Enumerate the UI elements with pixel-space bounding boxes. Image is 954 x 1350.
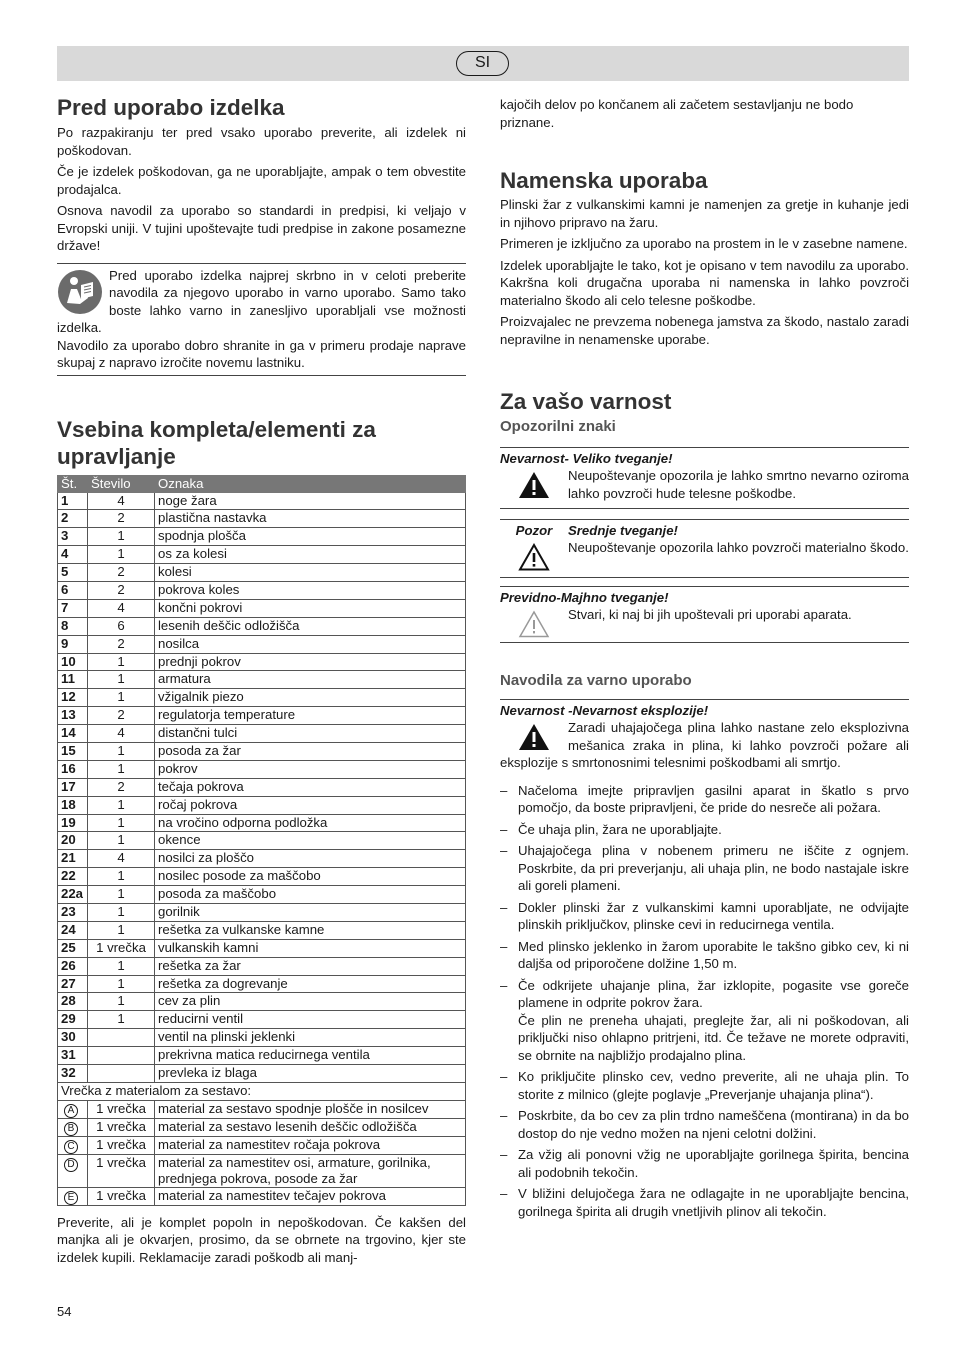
row-number: 6 bbox=[58, 581, 88, 599]
table-row bbox=[58, 1029, 466, 1047]
row-name: lesenih deščic odložišča bbox=[155, 617, 466, 635]
row-number: 20 bbox=[58, 832, 88, 850]
row-name: regulatorja temperature bbox=[155, 707, 466, 725]
paragraph: Če je izdelek poškodovan, ga ne uporabljajte, ampak o tem obvestite prodajalca. bbox=[57, 164, 466, 197]
list-item bbox=[500, 977, 909, 1065]
row-number: 8 bbox=[58, 617, 88, 635]
row-quantity: 2 bbox=[88, 564, 155, 582]
warning-text: Zaradi uhajajočega plina lahko nastane zelo eksplozivna mešanica zraka in plina, ki lahko povzroči požare ali eksplozije s smrtonosnimi telesnimi poškodbami ali smrtjo. bbox=[500, 720, 909, 770]
row-quantity: 1 bbox=[88, 921, 155, 939]
row-name: kolesi bbox=[155, 564, 466, 582]
bag-contents: material za namestitev tečajev pokrova bbox=[155, 1187, 466, 1205]
row-number: 4 bbox=[58, 546, 88, 564]
column-header: Oznaka bbox=[155, 475, 466, 492]
row-number: 24 bbox=[58, 921, 88, 939]
subheading-warning-signs: Opozorilni znaki bbox=[500, 418, 616, 435]
row-quantity: 6 bbox=[88, 617, 155, 635]
row-quantity: 1 bbox=[88, 832, 155, 850]
table-row bbox=[58, 957, 466, 975]
row-name: distančni tulci bbox=[155, 725, 466, 743]
left-column bbox=[57, 94, 466, 1270]
row-quantity: 1 bbox=[88, 886, 155, 904]
row-quantity: 1 bbox=[88, 689, 155, 707]
row-name: prekrivna matica reducirnega ventila bbox=[155, 1047, 466, 1065]
bag-quantity: 1 vrečka bbox=[88, 1154, 155, 1187]
row-name: nosilci za ploščo bbox=[155, 850, 466, 868]
list-item: – Načeloma imejte pripravljen gasilni aparat in škatlo s prvo pomočjo, da boste pripravljeni, če pride do nesreče ali požara. bbox=[500, 782, 909, 817]
row-name: os za kolesi bbox=[155, 546, 466, 564]
warning-title: Nevarnost -Nevarnost eksplozije! bbox=[500, 703, 709, 718]
bag-contents: material za namestitev ročaja pokrova bbox=[155, 1136, 466, 1154]
explosion-danger-icon bbox=[518, 723, 550, 751]
row-quantity: 1 bbox=[88, 671, 155, 689]
list-item: – Če uhaja plin, žara ne uporabljajte. bbox=[500, 821, 909, 839]
warning-explosion bbox=[500, 699, 909, 772]
paragraph: Primeren je izključno za uporabo na prostem in le v zasebne namene. bbox=[500, 236, 908, 251]
row-quantity: 1 bbox=[88, 1011, 155, 1029]
bag-letter: A bbox=[64, 1104, 78, 1118]
warning-text: Stvari, ki naj bi jih upoštevali pri uporabi aparata. bbox=[568, 607, 852, 622]
row-quantity: 2 bbox=[88, 778, 155, 796]
row-name: cev za plin bbox=[155, 993, 466, 1011]
read-manual-icon bbox=[57, 269, 103, 315]
row-number: 3 bbox=[58, 528, 88, 546]
row-quantity: 1 bbox=[88, 814, 155, 832]
row-quantity: 1 bbox=[88, 760, 155, 778]
row-quantity: 2 bbox=[88, 510, 155, 528]
bag-row bbox=[58, 1187, 466, 1205]
row-name: pokrov bbox=[155, 760, 466, 778]
paragraph: Preverite, ali je komplet popoln in nepoškodovan. Če kakšen del manjka ali je okvarjen, prosimo, da se obrnete na trgovino, kjer ste izdelek kupili. Reklamacije zaradi poškodb ali manj- bbox=[57, 1214, 466, 1265]
row-name: končni pokrovi bbox=[155, 599, 466, 617]
column-header: Št. bbox=[58, 475, 88, 492]
table-row bbox=[58, 528, 466, 546]
row-number: 21 bbox=[58, 850, 88, 868]
paragraph: Proizvajalec ne prevzema nobenega jamstva za škodo, nastalo zaradi nepravilne in nenamenske uporabe. bbox=[500, 314, 909, 347]
subheading-safe-use: Navodila za varno uporabo bbox=[500, 672, 692, 689]
row-name: pokrova koles bbox=[155, 581, 466, 599]
row-number: 29 bbox=[58, 1011, 88, 1029]
row-number: 11 bbox=[58, 671, 88, 689]
warning-danger bbox=[500, 447, 909, 502]
table-row bbox=[58, 653, 466, 671]
row-name: tečaja pokrova bbox=[155, 778, 466, 796]
list-item: – Uhajajočega plina v nobenem primeru ne iščite z ognjem. Poskrbite, da pri preverjanju, ali uhaja plin, ne bodo nastajale iskre ali goreli plameni. bbox=[500, 842, 909, 895]
table-row bbox=[58, 635, 466, 653]
row-number: 32 bbox=[58, 1065, 88, 1083]
warning-title: Srednje tveganje! bbox=[568, 523, 678, 538]
row-name: vžigalnik piezo bbox=[155, 689, 466, 707]
table-row bbox=[58, 832, 466, 850]
bag-contents: material za sestavo spodnje plošče in nosilcev bbox=[155, 1100, 466, 1118]
row-number: 9 bbox=[58, 635, 88, 653]
warning-title: Nevarnost- Veliko tveganje! bbox=[500, 451, 673, 466]
list-item: – Poskrbite, da bo cev za plin trdno nameščena (montirana) in da bo dostop do nje vedno možen na njeni celotni dolžini. bbox=[500, 1107, 909, 1142]
bag-label: Vrečka z materialom za sestavo: bbox=[58, 1082, 466, 1100]
paragraph: Izdelek uporabljajte le tako, kot je opisano v tem navodilu za uporabo. Kakršna koli drugačna uporaba ni namenska in lahko povzroči materialno škodo ali celo telesne poškodbe. bbox=[500, 257, 909, 308]
bag-row bbox=[58, 1154, 466, 1187]
bag-letter-cell bbox=[58, 1187, 88, 1205]
row-number: 16 bbox=[58, 760, 88, 778]
row-quantity: 1 vrečka bbox=[88, 939, 155, 957]
bag-quantity: 1 vrečka bbox=[88, 1187, 155, 1205]
warning-title: Previdno-Majhno tveganje! bbox=[500, 590, 669, 605]
row-quantity: 1 bbox=[88, 868, 155, 886]
row-number: 18 bbox=[58, 796, 88, 814]
row-quantity bbox=[88, 1047, 155, 1065]
right-column bbox=[500, 96, 909, 1224]
table-row bbox=[58, 778, 466, 796]
table-row bbox=[58, 1047, 466, 1065]
bag-quantity: 1 vrečka bbox=[88, 1118, 155, 1136]
table-header-row bbox=[58, 475, 466, 492]
safety-list bbox=[500, 782, 909, 1221]
danger-icon bbox=[518, 471, 550, 499]
row-name: rešetka za žar bbox=[155, 957, 466, 975]
row-number: 30 bbox=[58, 1029, 88, 1047]
table-row bbox=[58, 725, 466, 743]
warning-text: Neupoštevanje opozorila lahko povzroči materialno škodo. bbox=[568, 540, 909, 555]
table-row bbox=[58, 510, 466, 528]
row-quantity: 1 bbox=[88, 796, 155, 814]
row-number: 13 bbox=[58, 707, 88, 725]
list-item-text: – Če odkrijete uhajanje plina, žar izklopite, pogasite vse goreče plamene in odprite pokrov žara. bbox=[518, 977, 909, 1010]
row-quantity: 1 bbox=[88, 903, 155, 921]
note-text: Pred uporabo izdelka najprej skrbno in v celoti preberite navodila za njegovo uporabo in varno uporabo. Samo tako boste lahko varno in zanesljivo uporabljali vse možnosti izdelka. bbox=[57, 267, 466, 335]
row-quantity bbox=[88, 1065, 155, 1083]
section-title-safety: Za vašo varnost bbox=[500, 389, 672, 414]
page-number: 54 bbox=[57, 1304, 72, 1319]
row-name: gorilnik bbox=[155, 903, 466, 921]
row-name: posoda za maščobo bbox=[155, 886, 466, 904]
row-quantity: 4 bbox=[88, 492, 155, 510]
table-row bbox=[58, 903, 466, 921]
table-row bbox=[58, 850, 466, 868]
table-row bbox=[58, 599, 466, 617]
row-quantity: 1 bbox=[88, 528, 155, 546]
row-quantity: 1 bbox=[88, 957, 155, 975]
row-quantity: 4 bbox=[88, 599, 155, 617]
row-number: 27 bbox=[58, 975, 88, 993]
row-quantity: 1 bbox=[88, 742, 155, 760]
table-row bbox=[58, 1065, 466, 1083]
row-number: 25 bbox=[58, 939, 88, 957]
row-number: 19 bbox=[58, 814, 88, 832]
section-title-intended-use: Namenska uporaba bbox=[500, 168, 708, 193]
row-quantity: 2 bbox=[88, 581, 155, 599]
row-number: 7 bbox=[58, 599, 88, 617]
row-number: 31 bbox=[58, 1047, 88, 1065]
table-row bbox=[58, 617, 466, 635]
list-item: – Za vžig ali ponovni vžig ne uporabljajte gorilnega špirita, bencina ali podobnih tekočin. bbox=[500, 1146, 909, 1181]
warning-text: Neupoštevanje opozorila je lahko smrtno nevarno oziroma lahko povzroči hude telesne poškodbe. bbox=[568, 468, 909, 501]
paragraph: Po razpakiranju ter pred vsako uporabo preverite, ali izdelek ni poškodovan. bbox=[57, 125, 466, 158]
table-row bbox=[58, 886, 466, 904]
row-quantity: 1 bbox=[88, 975, 155, 993]
bag-label-row bbox=[58, 1082, 466, 1100]
table-row bbox=[58, 581, 466, 599]
table-row bbox=[58, 814, 466, 832]
section-title-contents: Vsebina kompleta/elementi za upravljanje bbox=[57, 416, 376, 469]
table-row bbox=[58, 546, 466, 564]
row-number: 17 bbox=[58, 778, 88, 796]
warning-caution bbox=[500, 519, 909, 571]
row-number: 23 bbox=[58, 903, 88, 921]
bag-row bbox=[58, 1118, 466, 1136]
language-badge: SI bbox=[456, 51, 509, 76]
table-row bbox=[58, 868, 466, 886]
table-row bbox=[58, 742, 466, 760]
row-number: 22a bbox=[58, 886, 88, 904]
row-name: posoda za žar bbox=[155, 742, 466, 760]
table-row bbox=[58, 975, 466, 993]
bag-letter: B bbox=[64, 1122, 78, 1136]
row-name: nosilec posode za maščobo bbox=[155, 868, 466, 886]
row-name: rešetka za dogrevanje bbox=[155, 975, 466, 993]
row-name: plastična nastavka bbox=[155, 510, 466, 528]
list-item: – Dokler plinski žar z vulkanskimi kamni uporabljate, ne odvijajte plinskih priključkov, plinske cevi in reducirnega ventila. bbox=[500, 899, 909, 934]
row-number: 28 bbox=[58, 993, 88, 1011]
caution-icon bbox=[518, 543, 550, 571]
row-name: nosilca bbox=[155, 635, 466, 653]
row-number: 2 bbox=[58, 510, 88, 528]
column-header: Število bbox=[88, 475, 155, 492]
row-number: 14 bbox=[58, 725, 88, 743]
bag-quantity: 1 vrečka bbox=[88, 1136, 155, 1154]
row-number: 26 bbox=[58, 957, 88, 975]
note-text: Navodilo za uporabo dobro shranite in ga v primeru prodaje naprave skupaj z napravo izročite novemu lastniku. bbox=[57, 337, 466, 370]
row-quantity: 2 bbox=[88, 707, 155, 725]
bag-letter: E bbox=[64, 1191, 78, 1205]
bag-contents: material za sestavo lesenih deščic odložišča bbox=[155, 1118, 466, 1136]
row-name: vulkanskih kamni bbox=[155, 939, 466, 957]
row-number: 12 bbox=[58, 689, 88, 707]
row-name: na vročino odporna podložka bbox=[155, 814, 466, 832]
bag-letter: C bbox=[64, 1140, 78, 1154]
row-quantity: 4 bbox=[88, 725, 155, 743]
row-number: 1 bbox=[58, 492, 88, 510]
table-row bbox=[58, 796, 466, 814]
table-row bbox=[58, 993, 466, 1011]
row-name: okence bbox=[155, 832, 466, 850]
table-row bbox=[58, 671, 466, 689]
bag-row bbox=[58, 1100, 466, 1118]
bag-letter: D bbox=[64, 1158, 78, 1172]
bag-letter-cell bbox=[58, 1154, 88, 1187]
table-row bbox=[58, 939, 466, 957]
bag-contents: material za namestitev osi, armature, gorilnika, prednjega pokrova, posode za žar bbox=[155, 1154, 466, 1187]
row-name: armatura bbox=[155, 671, 466, 689]
row-quantity: 2 bbox=[88, 635, 155, 653]
row-name: prevleka iz blaga bbox=[155, 1065, 466, 1083]
list-item: – V bližini delujočega žara ne odlagajte in ne uporabljajte bencina, gorilnega špirita ali drugih vnetljivih plinov ali tekočin. bbox=[500, 1185, 909, 1220]
table-row bbox=[58, 492, 466, 510]
row-name: ventil na plinski jeklenki bbox=[155, 1029, 466, 1047]
row-name: ročaj pokrova bbox=[155, 796, 466, 814]
table-row bbox=[58, 564, 466, 582]
section-title-before-use: Pred uporabo izdelka bbox=[57, 95, 285, 120]
row-quantity: 1 bbox=[88, 546, 155, 564]
table-row bbox=[58, 1011, 466, 1029]
warning-notice bbox=[500, 586, 909, 638]
row-name: spodnja plošča bbox=[155, 528, 466, 546]
table-row bbox=[58, 760, 466, 778]
notice-icon bbox=[518, 610, 550, 638]
paragraph: Osnova navodil za uporabo so standardi in predpisi, ki veljajo v Evropski uniji. V tujini upoštevajte tudi predpise in zakone posamezne države! bbox=[57, 203, 466, 253]
row-name: noge žara bbox=[155, 492, 466, 510]
row-quantity: 1 bbox=[88, 653, 155, 671]
row-name: prednji pokrov bbox=[155, 653, 466, 671]
row-name: reducirni ventil bbox=[155, 1011, 466, 1029]
bag-quantity: 1 vrečka bbox=[88, 1100, 155, 1118]
warning-label: Pozor bbox=[515, 523, 553, 538]
bag-row bbox=[58, 1136, 466, 1154]
list-item: – Ko priključite plinsko cev, vedno preverite, ali ne uhaja plin. To storite z milnico (glejte poglavje „Preverjanje uhajanja plina“). bbox=[500, 1068, 909, 1103]
row-number: 22 bbox=[58, 868, 88, 886]
table-row bbox=[58, 689, 466, 707]
paragraph: Plinski žar z vulkanskimi kamni je namenjen za gretje in kuhanje jedi in njihovo pripravo na žaru. bbox=[500, 197, 909, 230]
parts-table bbox=[57, 475, 466, 1206]
row-quantity: 4 bbox=[88, 850, 155, 868]
row-number: 15 bbox=[58, 742, 88, 760]
list-item-text: Če plin ne preneha uhajati, preglejte žar, ali ni poškodovan, ali priključki niso ohlapno pritrjeni, itd. Če težave ne morete odpraviti, se obrnite na najbližjo prodajalno plina. bbox=[518, 1012, 909, 1063]
row-quantity: 1 bbox=[88, 993, 155, 1011]
bag-letter-cell bbox=[58, 1100, 88, 1118]
bag-letter-cell bbox=[58, 1118, 88, 1136]
bag-letter-cell bbox=[58, 1136, 88, 1154]
paragraph: kajočih delov po končanem ali začetem sestavljanju ne bodo priznane. bbox=[500, 97, 854, 130]
row-quantity bbox=[88, 1029, 155, 1047]
row-number: 10 bbox=[58, 653, 88, 671]
row-number: 5 bbox=[58, 564, 88, 582]
table-row bbox=[58, 921, 466, 939]
list-item: – Med plinsko jeklenko in žarom uporabite le takšno gibko cev, ki ni daljša od priporočene dolžine 1,50 m. bbox=[500, 938, 909, 973]
table-row bbox=[58, 707, 466, 725]
read-manual-note bbox=[57, 263, 466, 376]
row-name: rešetka za vulkanske kamne bbox=[155, 921, 466, 939]
